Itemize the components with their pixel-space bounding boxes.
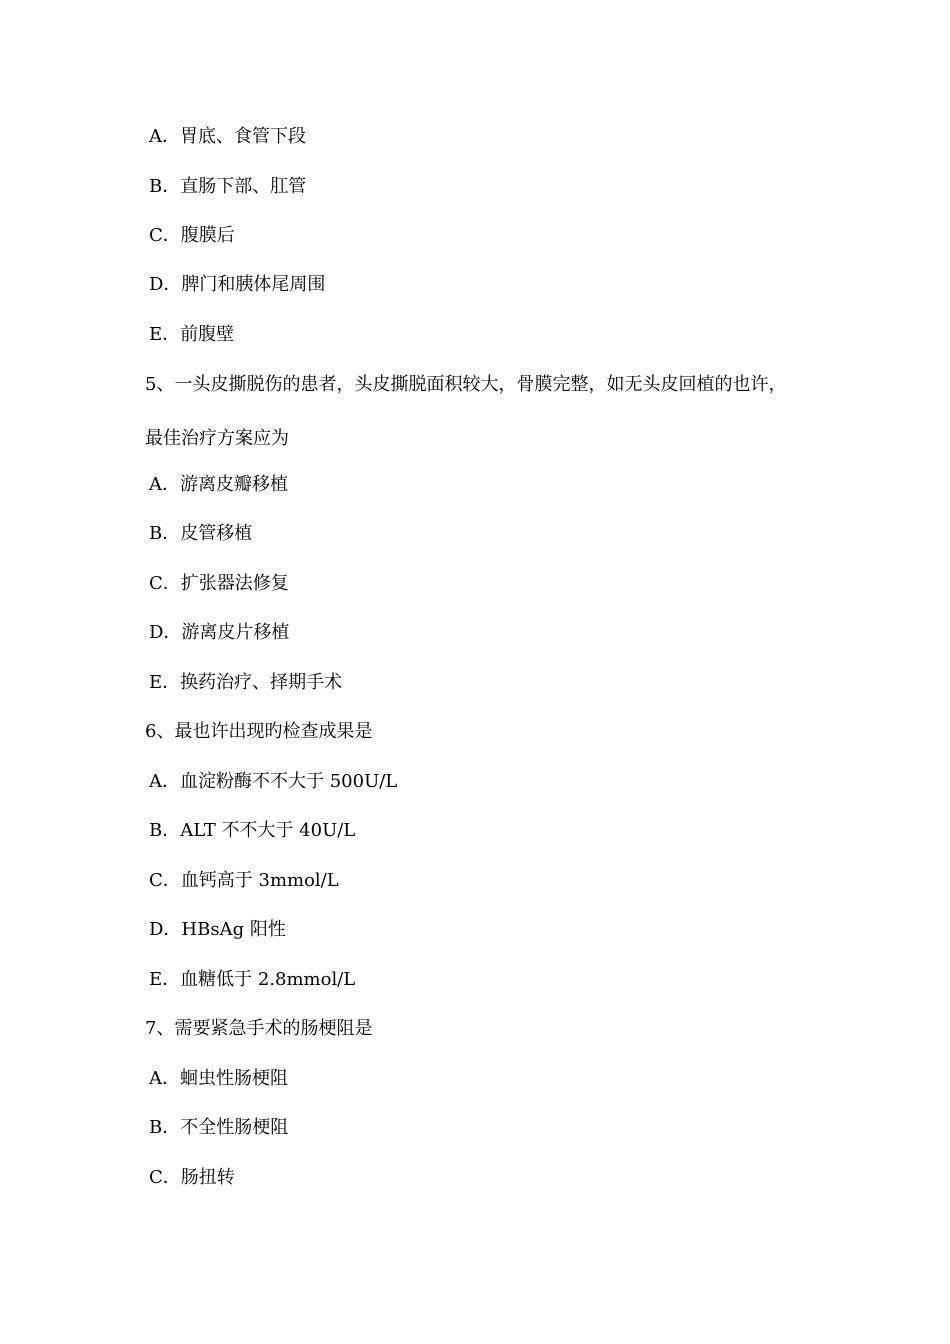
option-line: E．换药治疗、择期手术 [149, 672, 343, 693]
option-line: D．脾门和胰体尾周围 [149, 274, 326, 295]
option-line: C．扩张器法修复 [149, 573, 289, 594]
option-line: C．腹膜后 [149, 225, 235, 246]
option-line: C．血钙高于 3mmol/L [149, 870, 339, 891]
option-line: A．游离皮瓣移植 [149, 474, 288, 495]
option-line: A．蛔虫性肠梗阻 [149, 1068, 288, 1089]
option-line: B．直肠下部、肛管 [149, 176, 307, 197]
option-line: E．前腹壁 [149, 324, 235, 345]
option-line: B．ALT 不不大于 40U/L [149, 820, 356, 841]
question-line: 6、最也许出现旳检查成果是 [145, 721, 373, 742]
question-line: 最佳治疗方案应为 [145, 428, 289, 449]
question-line: 7、需要紧急手术的肠梗阻是 [145, 1018, 373, 1039]
option-line: B．不全性肠梗阻 [149, 1117, 289, 1138]
option-line: C．肠扭转 [149, 1167, 235, 1188]
question-line: 5、一头皮撕脱伤的患者，头皮撕脱面积较大，骨膜完整，如无头皮回植的也许， [145, 374, 787, 395]
option-line: B．皮管移植 [149, 523, 253, 544]
option-line: D．HBsAg 阳性 [149, 919, 286, 940]
option-line: E．血糖低于 2.8mmol/L [149, 969, 356, 990]
option-line: A．血淀粉酶不不大于 500U/L [149, 771, 398, 792]
option-line: A．胃底、食管下段 [149, 126, 306, 147]
option-line: D．游离皮片移植 [149, 622, 290, 643]
